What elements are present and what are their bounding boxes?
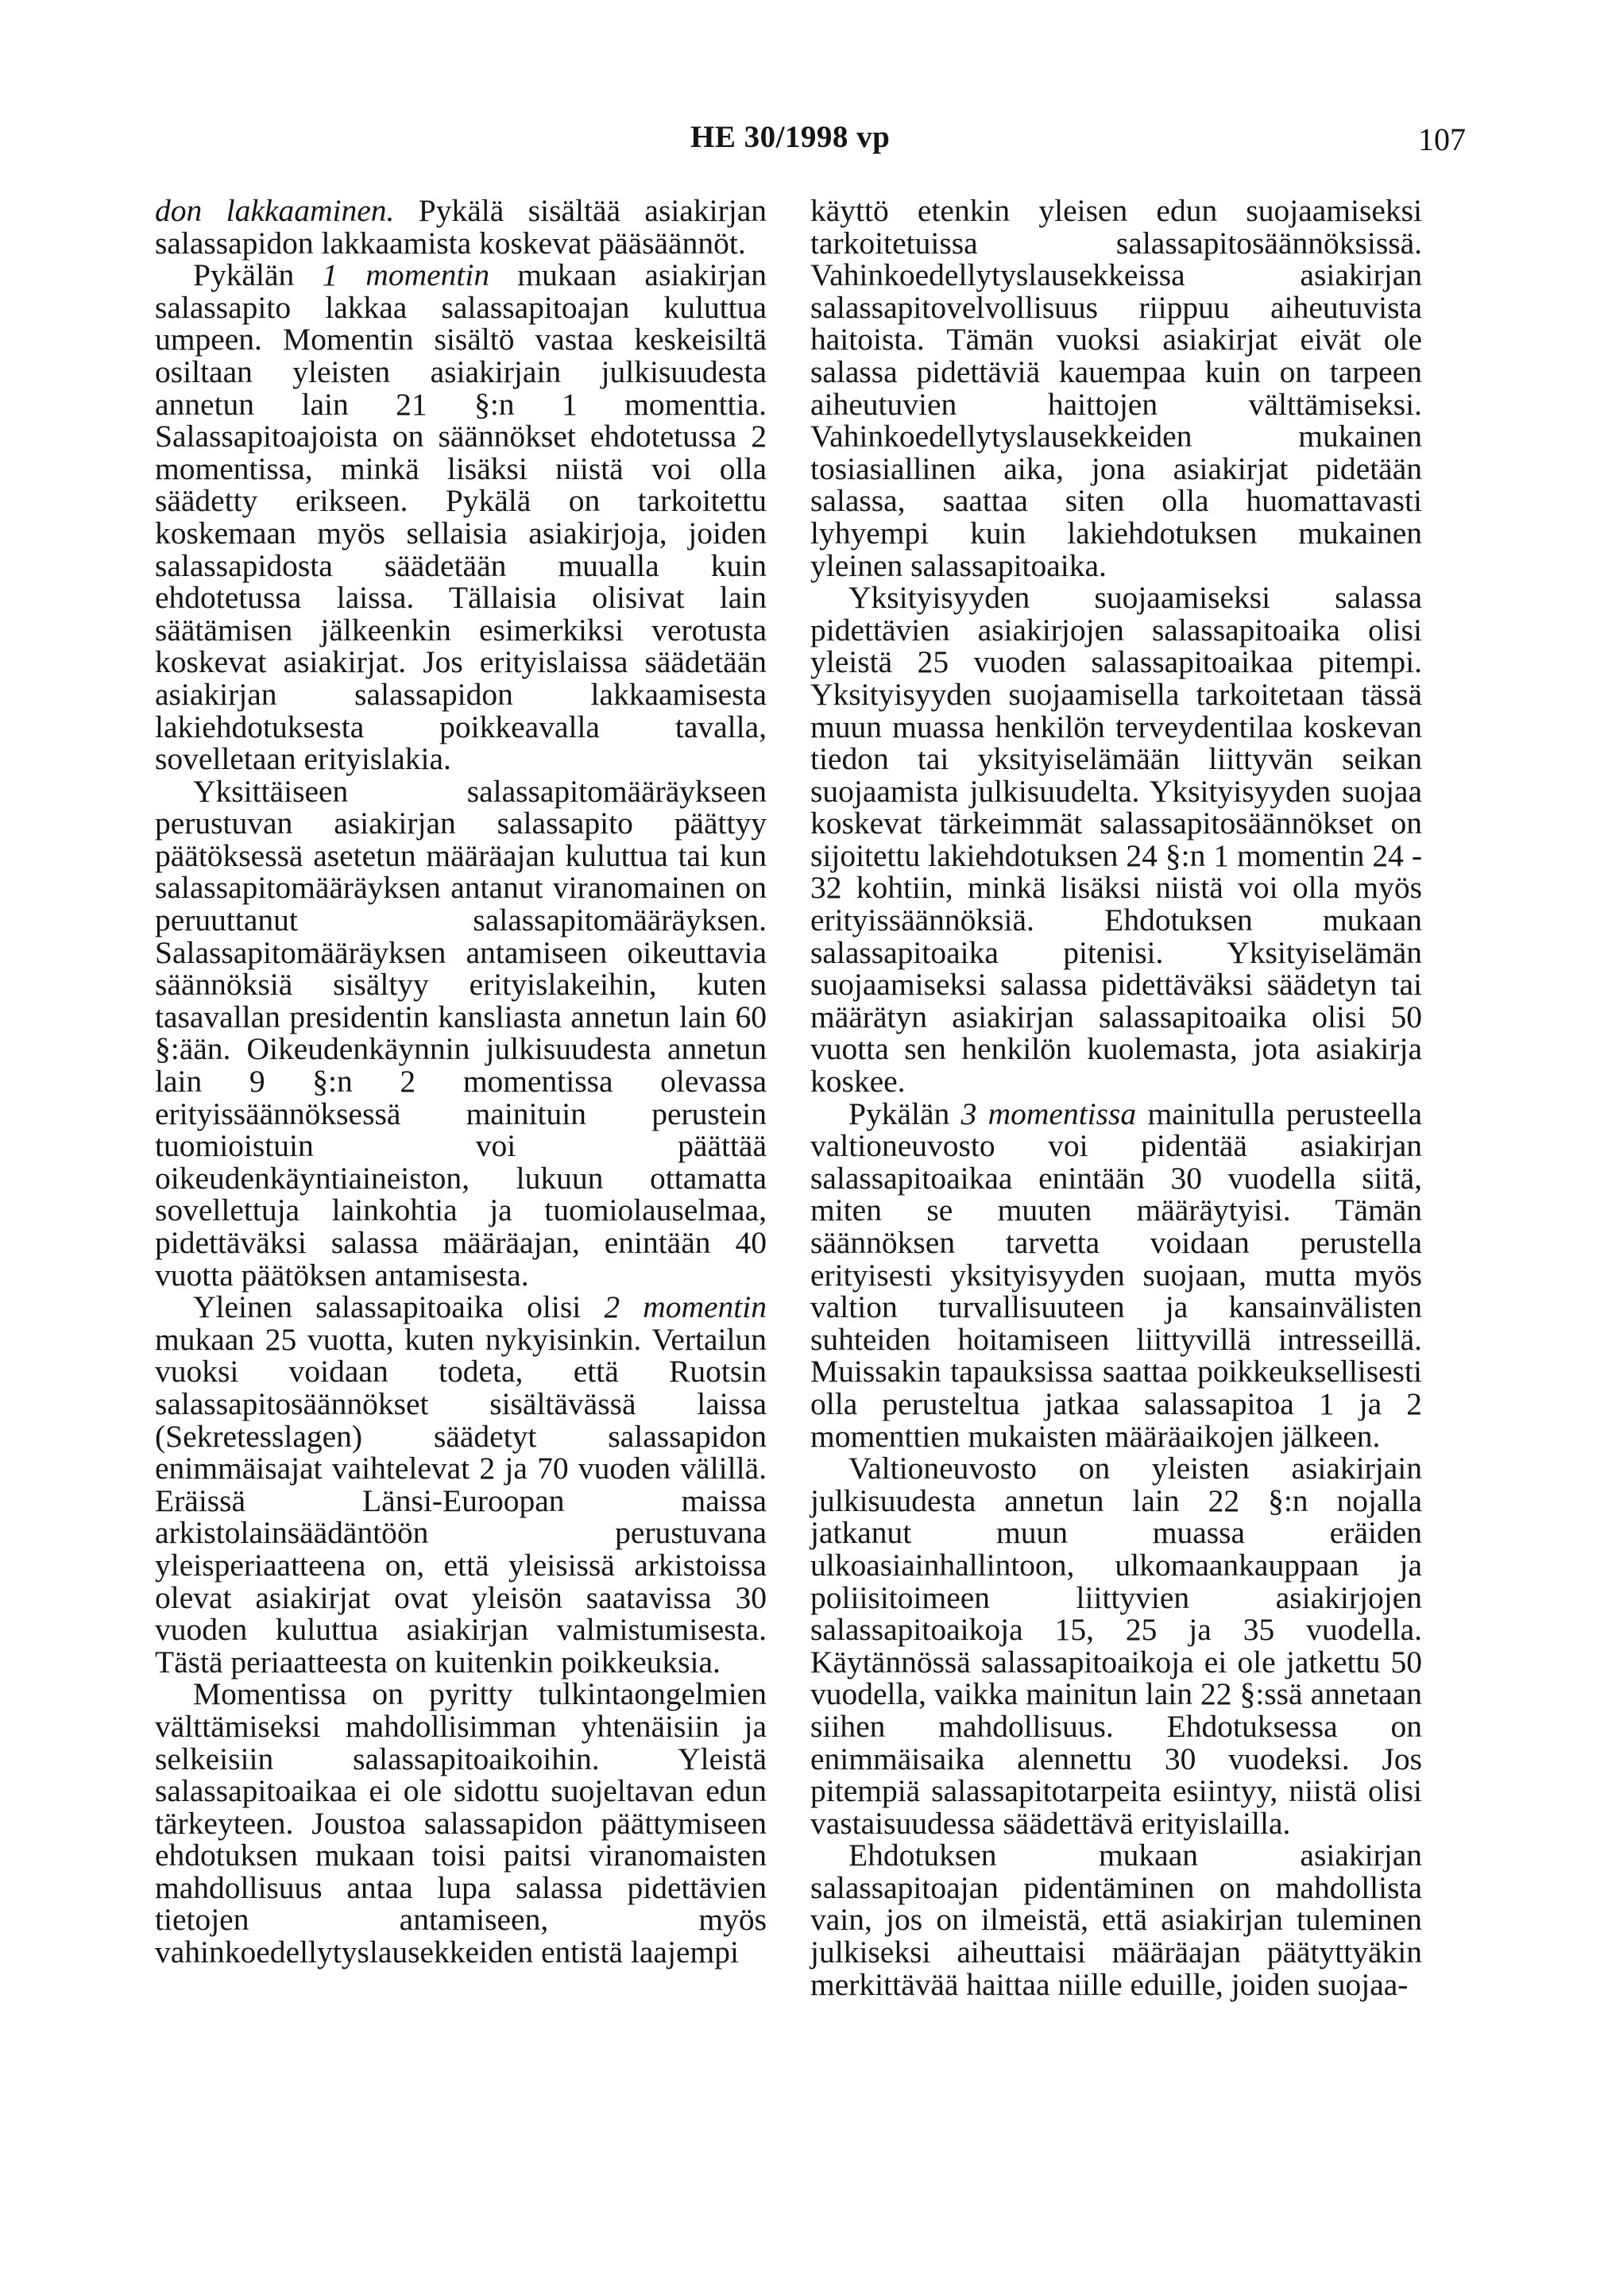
paragraph	[810, 195, 1422, 582]
paragraph	[155, 1291, 767, 1678]
paragraph-text: Momentissa on pyritty tulkintaongelmien välttämiseksi mahdollisimman yhtenäisiin ja selkeisiin salassapitoaikoihin. Yleistä salassapitoaikaa ei ole sidottu suojeltavan edun tärkeyteen. Joustoa salassapidon päättymiseen ehdotuksen mukaan toisi paitsi viranomaisten mahdollisuus antaa lupa salassa pidettävien tietojen antamiseen, myös vahinkoedellytyslausekkeiden entistä laajempi	[155, 1676, 767, 1970]
paragraph-text: Valtioneuvosto on yleisten asiakirjain julkisuudesta annetun lain 22 §:n nojalla jatkanut muun muassa eräiden ulkoasiainhallintoon, ulkomaankauppaan ja poliisitoimeen liittyvien asiakirjojen salassapitoaikoja 15, 25 ja 35 vuodella. Käytännössä salassapitoaikoja ei ole jatkettu 50 vuodella, vaikka mainitun lain 22 §:ssä annetaan siihen mahdollisuus. Ehdotuksessa on enimmäisaika alennettu 30 vuodeksi. Jos pitempiä salassapitotarpeita esiintyy, niistä olisi vastaisuudessa säädettävä erityislailla.	[810, 1451, 1422, 1841]
paragraph-text: Yksittäiseen salassapitomääräykseen perustuvan asiakirjan salassapito päättyy päätöksessä asetetun määräajan kuluttua tai kun salassapitomääräyksen antanut viranomainen on peruuttanut salassapitomääräyksen. Salassapitomääräyksen antamiseen oikeuttavia säännöksiä sisältyy erityislakeihin, kuten tasavallan presidentin kansliasta annetun lain 60 §:ään. Oikeudenkäynnin julkisuudesta annetun lain 9 §:n 2 momentissa olevassa erityissäännöksessä mainituin perustein tuomioistuin voi päättää oikeudenkäyntiaineiston, lukuun ottamatta sovellettuja lainkohtia ja tuomiolauselmaa, pidettäväksi salassa määräajan, enintään 40 vuotta päätöksen antamisesta.	[155, 773, 767, 1293]
paragraph	[810, 1098, 1422, 1453]
paragraph-text: Yksityisyyden suojaamiseksi salassa pidettävien asiakirjojen salassapitoaika olisi yleistä 25 vuoden salassapitoaikaa pitempi. Yksityisyyden suojaamisella tarkoitetaan tässä muun muassa henkilön terveydentilaa koskevan tiedon tai yksityiselämään liittyvän seikan suojaamista julkisuudelta. Yksityisyyden suojaa koskevat tärkeimmät salassapitosäännökset on sijoitettu lakiehdotuksen 24 §:n 1 momentin 24 - 32 kohtiin, minkä lisäksi niistä voi olla myös erityissäännöksiä. Ehdotuksen mukaan salassapitoaika pitenisi. Yksityiselämän suojaamiseksi salassa pidettäväksi säädetyn tai määrätyn asiakirjan salassapitoaika olisi 50 vuotta sen henkilön kuolemasta, jota asiakirja koskee.	[810, 580, 1422, 1100]
paragraph-text: Pykälän	[193, 257, 323, 293]
paragraph-text: Ehdotuksen mukaan asiakirjan salassapitoajan pidentäminen on mahdollista vain, jos on ilmeistä, että asiakirjan tuleminen julkiseksi aiheuttaisi määräajan päätyttyäkin merkittävää haittaa niille eduille, joiden suojaa-	[810, 1838, 1422, 2002]
paragraph-text: Yleinen salassapitoaika olisi	[193, 1289, 605, 1325]
paragraph	[155, 259, 767, 775]
paragraph-text: Pykälä sisältää asiakirjan salassapidon lakkaamista koskevat pääsäännöt.	[155, 193, 767, 261]
paragraph	[155, 775, 767, 1292]
page-header	[0, 119, 1604, 167]
paragraph-text: mainitulla perusteella valtioneuvosto voi pidentää asiakirjan salassapitoaikaa enintään 30 vuodella siitä, miten se muuten määräytyisi. Tämän säännöksen tarvetta voidaan perustella erityisesti yksityisyyden suojaan, mutta myös valtion turvallisuuteen ja kansainvälisten suhteiden hoitamiseen liittyvillä intresseillä. Muissakin tapauksissa saattaa poikkeuksellisesti olla perusteltua jatkaa salassapitoa 1 ja 2 momenttien mukaisten määräaikojen jälkeen.	[810, 1096, 1422, 1454]
left-column	[155, 195, 767, 1969]
paragraph	[810, 582, 1422, 1098]
italic-text: 1 momentin	[322, 257, 490, 293]
paragraph-text: mukaan 25 vuotta, kuten nykyisinkin. Vertailun vuoksi voidaan todeta, että Ruotsin salassapitosäännökset sisältävässä laissa (Sekretesslagen) säädetyt salassapidon enimmäisajat vaihtelevat 2 ja 70 vuoden välillä. Eräissä Länsi-Euroopan maissa arkistolainsäädäntöön perustuvana yleisperiaatteena on, että yleisissä arkistoissa olevat asiakirjat ovat yleisön saatavissa 30 vuoden kuluttua asiakirjan valmistumisesta. Tästä periaatteesta on kuitenkin poikkeuksia.	[155, 1321, 767, 1679]
page-number: 107	[1418, 122, 1466, 157]
italic-text: don lakkaaminen.	[155, 193, 395, 228]
document-title: HE 30/1998 vp	[690, 120, 891, 154]
italic-text: 2 momentin	[604, 1289, 767, 1325]
paragraph	[155, 195, 767, 259]
right-column	[810, 195, 1422, 2000]
paragraph-text: käyttö etenkin yleisen edun suojaamiseksi tarkoitetuissa salassapitosäännöksissä. Vahinkoedellytyslausekkeissa asiakirjan salassapitovelvollisuus riippuu aiheutuvista haitoista. Tämän vuoksi asiakirjat eivät ole salassa pidettäviä kauempaa kuin on tarpeen aiheutuvien haittojen välttämiseksi. Vahinkoedellytyslausekkeiden mukainen tosiasiallinen aika, jona asiakirjat pidetään salassa, saattaa siten olla huomattavasti lyhyempi kuin lakiehdotuksen mukainen yleinen salassapitoaika.	[810, 193, 1422, 583]
italic-text: 3 momentissa	[960, 1096, 1137, 1131]
paragraph	[810, 1452, 1422, 1839]
paragraph	[810, 1839, 1422, 2000]
paragraph-text: mukaan asiakirjan salassapito lakkaa salassapitoajan kuluttua umpeen. Momentin sisältö vastaa keskeisiltä osiltaan yleisten asiakirjain julkisuudesta annetun lain 21 §:n 1 momenttia. Salassapitoajoista on säännökset ehdotetussa 2 momentissa, minkä lisäksi niistä voi olla säädetty erikseen. Pykälä on tarkoitettu koskemaan myös sellaisia asiakirjoja, joiden salassapidosta säädetään muualla kuin ehdotetussa laissa. Tällaisia olisivat lain säätämisen jälkeenkin esimerkiksi verotusta koskevat asiakirjat. Jos erityislaissa säädetään asiakirjan salassapidon lakkaamisesta lakiehdotuksesta poikkeavalla tavalla, sovelletaan erityislakia.	[155, 257, 767, 777]
paragraph	[155, 1678, 767, 1968]
paragraph-text: Pykälän	[848, 1096, 961, 1131]
